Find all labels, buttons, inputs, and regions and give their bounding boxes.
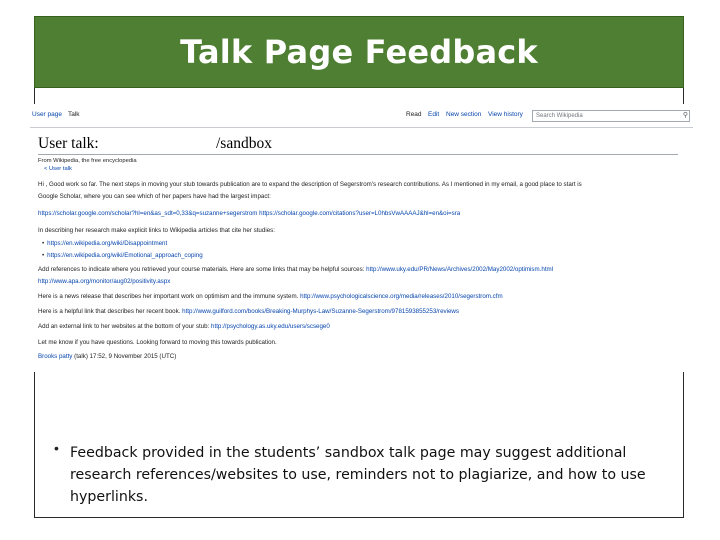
tab-view-history[interactable]: View history: [488, 111, 523, 118]
comment-line: Let me know if you have questions. Looking forward to moving this towards publication.: [38, 339, 277, 346]
tab-talk[interactable]: Talk: [68, 111, 80, 118]
scholar-links[interactable]: https://scholar.google.com/scholar?hl=en&as_sdt=0,33&q=suzanne+segerstrom https://scholar.google.com/citations?user=L0hbsVwAAAAJ&hl=en&oi=sra: [38, 210, 461, 217]
comment-text: Here is a helpful link that describes her recent book.: [38, 308, 181, 315]
search-placeholder: Search Wikipedia: [536, 113, 583, 119]
user-link[interactable]: Brooks patty: [38, 353, 73, 360]
from-line: From Wikipedia, the free encyclopedia: [38, 158, 137, 164]
comment-text: Here is a news release that describes her important work on optimism and the immune system.: [38, 293, 299, 300]
tab-user-page[interactable]: User page: [32, 111, 62, 118]
wiki-link-coping[interactable]: https://en.wikipedia.org/wiki/Emotional_approach_coping: [47, 252, 203, 259]
comment-text: Add an external link to her websites at the bottom of your stub:: [38, 323, 210, 330]
comment-line: [38, 266, 553, 274]
apa-link[interactable]: http://www.apa.org/monitor/aug02/positivity.aspx: [38, 278, 171, 285]
back-link[interactable]: < User talk: [44, 166, 72, 172]
psych-science-link[interactable]: http://www.psychologicalscience.org/media/releases/2010/segerstrom.cfm: [300, 293, 503, 300]
comment-line: Google Scholar, where you can see which of her papers have had the largest impact:: [38, 193, 271, 200]
slide-bullet-text: Feedback provided in the students’ sandbox talk page may suggest additional research references/websites to use, reminders not to plagiarize, and how to use hyperlinks.: [70, 445, 646, 505]
bullet-dot: •: [54, 440, 59, 456]
comment-line: [38, 323, 330, 331]
uky-news-link[interactable]: http://www.uky.edu/PR/News/Archives/2002/May2002/optimism.html: [366, 266, 554, 273]
page-title: [38, 134, 678, 155]
comment-text: Add references to indicate where you retrieved your course materials. Here are some links that may be helpful sources:: [38, 266, 365, 273]
page-title-prefix: User talk:: [38, 135, 99, 152]
search-icon[interactable]: ⚲: [682, 112, 688, 119]
wiki-tab-bar: [30, 107, 693, 128]
tab-read[interactable]: Read: [406, 111, 422, 118]
page-title-suffix: /sandbox: [216, 135, 272, 152]
tab-edit[interactable]: Edit: [428, 111, 440, 118]
search-input[interactable]: [532, 110, 690, 122]
comment-line: In describing her research make explicit links to Wikipedia articles that cite her studies:: [38, 227, 275, 234]
uky-profile-link[interactable]: http://psychology.as.uky.edu/users/scsege0: [211, 323, 330, 330]
tab-new-section[interactable]: New section: [446, 111, 482, 118]
list-item: [42, 252, 203, 260]
slide-title: Talk Page Feedback: [180, 33, 538, 71]
slide-title-bar: [34, 16, 684, 88]
list-item: [42, 240, 167, 248]
comment-line: [38, 308, 459, 316]
wiki-screenshot: [30, 104, 693, 372]
comment-line: [38, 293, 503, 301]
signature-timestamp: (talk) 17:52, 9 November 2015 (UTC): [74, 353, 177, 360]
comment-line: Hi , Good work so far. The next steps in moving your stub towards publication are to expand the description of Segerstrom's research contributions. As I mentioned in my email, a good place to start is: [38, 181, 582, 188]
guilford-book-link[interactable]: http://www.guilford.com/books/Breaking-Murphys-Law/Suzanne-Segerstrom/9781593855253/reviews: [182, 308, 459, 315]
wiki-link-disappointment[interactable]: https://en.wikipedia.org/wiki/Disappointment: [47, 240, 168, 247]
signature-line: [38, 353, 176, 361]
